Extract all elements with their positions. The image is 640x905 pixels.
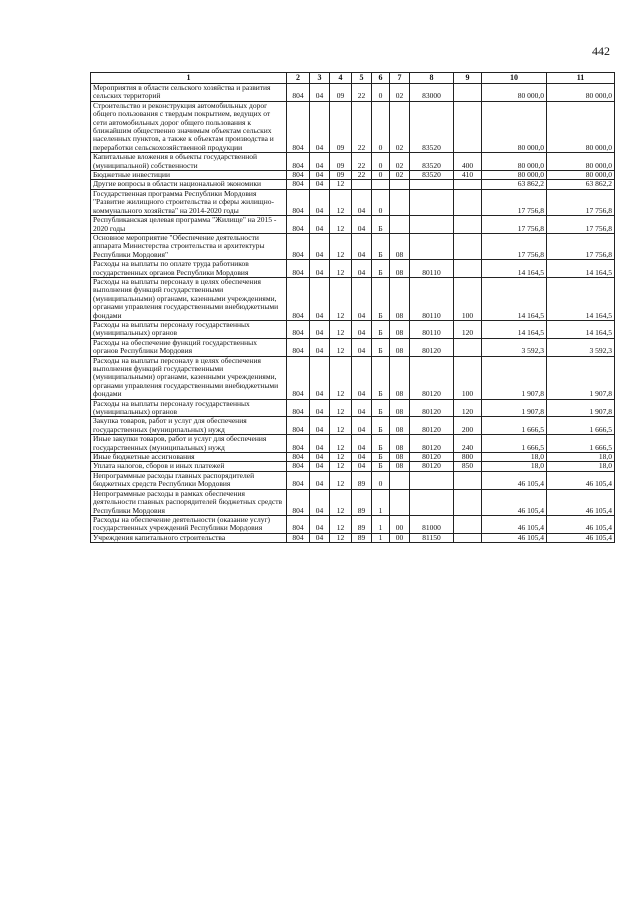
row-amount-total: 18,0	[547, 453, 615, 462]
row-code-activity	[390, 471, 410, 489]
row-code-subsection: 12	[330, 471, 352, 489]
row-code-subprogram: 1	[372, 515, 390, 533]
row-amount-total: 80 000,0	[547, 101, 615, 152]
row-code-subprogram: Б	[372, 216, 390, 234]
table-row	[91, 189, 615, 215]
row-amount: 17 756,8	[482, 216, 547, 234]
row-amount: 80 000,0	[482, 153, 547, 171]
row-amount-total: 17 756,8	[547, 189, 615, 215]
row-amount-total: 63 862,2	[547, 180, 615, 189]
row-code-subsection: 09	[330, 171, 352, 180]
row-code-expense-type: 100	[454, 277, 482, 320]
row-code-section: 04	[310, 462, 330, 471]
row-code-subsection: 12	[330, 233, 352, 259]
row-code-subprogram: 0	[372, 101, 390, 152]
row-code-direction: 80120	[410, 356, 454, 399]
row-code-admin: 804	[287, 189, 310, 215]
row-code-admin: 804	[287, 453, 310, 462]
table-row	[91, 260, 615, 278]
row-code-admin: 804	[287, 417, 310, 435]
row-code-direction: 80120	[410, 338, 454, 356]
header-cell: 2	[287, 73, 310, 84]
row-code-section: 04	[310, 84, 330, 102]
row-code-admin: 804	[287, 216, 310, 234]
row-code-section: 04	[310, 338, 330, 356]
row-code-activity	[390, 216, 410, 234]
row-code-activity	[390, 489, 410, 515]
row-code-subsection: 12	[330, 417, 352, 435]
row-code-admin: 804	[287, 233, 310, 259]
row-code-admin: 804	[287, 277, 310, 320]
header-cell: 1	[91, 73, 287, 84]
row-code-subsection: 12	[330, 277, 352, 320]
row-code-section: 04	[310, 260, 330, 278]
row-code-direction	[410, 471, 454, 489]
row-name: Закупка товаров, работ и услуг для обеспечения государственных (муниципальных) нужд	[91, 417, 287, 435]
row-amount: 1 666,5	[482, 417, 547, 435]
row-name: Уплата налогов, сборов и иных платежей	[91, 462, 287, 471]
row-code-expense-type	[454, 515, 482, 533]
row-code-admin: 804	[287, 489, 310, 515]
row-code-program: 04	[352, 216, 372, 234]
row-amount-total: 46 105,4	[547, 515, 615, 533]
row-code-section: 04	[310, 515, 330, 533]
row-code-activity: 08	[390, 260, 410, 278]
row-name: Расходы на выплаты персоналу государственных (муниципальных) органов	[91, 320, 287, 338]
row-amount: 80 000,0	[482, 84, 547, 102]
table-row	[91, 84, 615, 102]
row-code-subprogram: 0	[372, 153, 390, 171]
row-code-subsection: 12	[330, 216, 352, 234]
row-code-expense-type: 120	[454, 320, 482, 338]
row-code-program: 04	[352, 338, 372, 356]
row-amount-total: 80 000,0	[547, 84, 615, 102]
row-name: Капитальные вложения в объекты государственной (муниципальной) собственности	[91, 153, 287, 171]
row-amount: 3 592,3	[482, 338, 547, 356]
row-code-expense-type	[454, 233, 482, 259]
budget-table	[90, 72, 615, 543]
row-code-section: 04	[310, 233, 330, 259]
row-code-expense-type	[454, 338, 482, 356]
row-code-admin: 804	[287, 84, 310, 102]
row-code-expense-type	[454, 189, 482, 215]
row-code-subprogram: Б	[372, 356, 390, 399]
table-row	[91, 471, 615, 489]
row-code-subprogram: 0	[372, 84, 390, 102]
row-code-direction: 81150	[410, 533, 454, 542]
row-code-subsection: 12	[330, 489, 352, 515]
table-row	[91, 356, 615, 399]
row-code-section: 04	[310, 533, 330, 542]
row-code-subsection: 12	[330, 338, 352, 356]
row-amount-total: 46 105,4	[547, 489, 615, 515]
row-code-expense-type: 200	[454, 417, 482, 435]
row-code-direction: 80120	[410, 399, 454, 417]
row-code-expense-type	[454, 180, 482, 189]
row-amount-total: 14 164,5	[547, 260, 615, 278]
row-code-subsection: 12	[330, 180, 352, 189]
row-code-program: 22	[352, 84, 372, 102]
row-amount: 80 000,0	[482, 101, 547, 152]
row-code-program: 04	[352, 189, 372, 215]
row-code-program: 04	[352, 320, 372, 338]
row-amount: 14 164,5	[482, 320, 547, 338]
header-cell: 8	[410, 73, 454, 84]
row-code-expense-type	[454, 84, 482, 102]
row-code-section: 04	[310, 101, 330, 152]
row-name: Строительство и реконструкция автомобильных дорог общего пользования с твердым покрытием, ведущих от сети автомобильных дорог общего пользования к ближайшим общественно значимым объектам сельских населенных пунктов, а также к объектам производства и переработки сельскохозяйственной продукции	[91, 101, 287, 152]
row-amount-total: 46 105,4	[547, 471, 615, 489]
row-code-program: 04	[352, 417, 372, 435]
row-code-activity: 08	[390, 453, 410, 462]
row-name: Расходы на выплаты по оплате труда работников государственных органов Республики Мордовия	[91, 260, 287, 278]
row-amount: 46 105,4	[482, 489, 547, 515]
header-cell: 5	[352, 73, 372, 84]
row-code-program: 04	[352, 356, 372, 399]
row-amount: 46 105,4	[482, 471, 547, 489]
table-row	[91, 233, 615, 259]
row-code-activity: 08	[390, 356, 410, 399]
row-amount-total: 46 105,4	[547, 533, 615, 542]
row-code-activity: 00	[390, 533, 410, 542]
header-cell: 4	[330, 73, 352, 84]
row-code-activity: 02	[390, 84, 410, 102]
row-code-admin: 804	[287, 338, 310, 356]
row-amount: 18,0	[482, 462, 547, 471]
row-name: Другие вопросы в области национальной экономики	[91, 180, 287, 189]
row-code-section: 04	[310, 180, 330, 189]
row-code-program: 04	[352, 453, 372, 462]
row-code-subprogram: Б	[372, 399, 390, 417]
row-code-section: 04	[310, 399, 330, 417]
row-code-expense-type: 240	[454, 435, 482, 453]
row-amount-total: 17 756,8	[547, 233, 615, 259]
row-code-program: 22	[352, 153, 372, 171]
row-name: Учреждения капитального строительства	[91, 533, 287, 542]
row-code-subprogram: 1	[372, 489, 390, 515]
header-cell: 3	[310, 73, 330, 84]
row-code-expense-type	[454, 101, 482, 152]
row-amount-total: 1 666,5	[547, 435, 615, 453]
row-code-subprogram: 0	[372, 171, 390, 180]
row-code-subprogram: 0	[372, 471, 390, 489]
row-code-activity	[390, 189, 410, 215]
row-code-section: 04	[310, 216, 330, 234]
row-code-program: 89	[352, 533, 372, 542]
row-code-subsection: 12	[330, 533, 352, 542]
row-code-subsection: 12	[330, 462, 352, 471]
row-name: Иные бюджетные ассигнования	[91, 453, 287, 462]
row-code-direction: 80120	[410, 435, 454, 453]
row-amount: 17 756,8	[482, 189, 547, 215]
row-code-admin: 804	[287, 471, 310, 489]
row-code-direction: 83520	[410, 101, 454, 152]
row-amount-total: 1 666,5	[547, 417, 615, 435]
row-code-subsection: 09	[330, 101, 352, 152]
row-code-program: 89	[352, 471, 372, 489]
row-code-direction: 80110	[410, 277, 454, 320]
row-code-direction: 83520	[410, 171, 454, 180]
row-code-admin: 804	[287, 320, 310, 338]
row-code-section: 04	[310, 277, 330, 320]
row-code-expense-type	[454, 533, 482, 542]
row-code-admin: 804	[287, 515, 310, 533]
row-code-subprogram: 0	[372, 189, 390, 215]
row-code-program: 04	[352, 462, 372, 471]
row-code-section: 04	[310, 153, 330, 171]
table-row	[91, 533, 615, 542]
row-amount: 46 105,4	[482, 533, 547, 542]
table-row	[91, 216, 615, 234]
row-code-program: 89	[352, 515, 372, 533]
row-code-expense-type: 410	[454, 171, 482, 180]
row-amount: 1 907,8	[482, 399, 547, 417]
row-code-expense-type: 400	[454, 153, 482, 171]
table-row	[91, 320, 615, 338]
row-code-expense-type	[454, 216, 482, 234]
row-amount: 14 164,5	[482, 260, 547, 278]
row-amount-total: 17 756,8	[547, 216, 615, 234]
row-code-activity: 08	[390, 233, 410, 259]
table-row	[91, 435, 615, 453]
row-code-subsection: 12	[330, 435, 352, 453]
row-amount: 17 756,8	[482, 233, 547, 259]
row-code-section: 04	[310, 417, 330, 435]
row-code-subprogram: Б	[372, 320, 390, 338]
row-code-subprogram: Б	[372, 338, 390, 356]
row-amount: 80 000,0	[482, 171, 547, 180]
table-row	[91, 515, 615, 533]
row-name: Непрограммные расходы в рамках обеспечения деятельности главных распорядителей бюджетных средств Республики Мордовия	[91, 489, 287, 515]
row-code-section: 04	[310, 320, 330, 338]
row-name: Основное мероприятие "Обеспечение деятельности аппарата Министерства строительства и архитектуры Республики Мордовия"	[91, 233, 287, 259]
table-row	[91, 399, 615, 417]
row-name: Республиканская целевая программа "Жилище" на 2015 - 2020 годы	[91, 216, 287, 234]
row-code-direction	[410, 189, 454, 215]
row-code-expense-type	[454, 471, 482, 489]
row-code-section: 04	[310, 171, 330, 180]
row-name: Непрограммные расходы главных распорядителей бюджетных средств Республики Мордовия	[91, 471, 287, 489]
row-code-section: 04	[310, 471, 330, 489]
row-code-activity: 08	[390, 417, 410, 435]
row-code-subprogram: Б	[372, 435, 390, 453]
row-code-subsection: 12	[330, 189, 352, 215]
row-code-program: 04	[352, 399, 372, 417]
row-code-direction	[410, 489, 454, 515]
table-header-row	[91, 73, 615, 84]
row-code-expense-type: 120	[454, 399, 482, 417]
row-code-activity: 02	[390, 171, 410, 180]
row-amount: 1 907,8	[482, 356, 547, 399]
row-code-admin: 804	[287, 399, 310, 417]
row-code-subprogram: Б	[372, 260, 390, 278]
row-code-program: 04	[352, 277, 372, 320]
row-code-direction: 81000	[410, 515, 454, 533]
table-row	[91, 338, 615, 356]
table-body	[91, 84, 615, 543]
row-amount: 18,0	[482, 453, 547, 462]
row-code-program: 04	[352, 260, 372, 278]
row-code-direction: 83520	[410, 153, 454, 171]
row-code-activity: 08	[390, 399, 410, 417]
header-cell: 11	[547, 73, 615, 84]
header-cell: 9	[454, 73, 482, 84]
row-amount-total: 14 164,5	[547, 277, 615, 320]
table-row	[91, 277, 615, 320]
row-code-program: 89	[352, 489, 372, 515]
row-code-expense-type	[454, 489, 482, 515]
row-code-program: 04	[352, 233, 372, 259]
row-code-subprogram: Б	[372, 417, 390, 435]
row-code-direction: 80110	[410, 260, 454, 278]
row-code-expense-type: 100	[454, 356, 482, 399]
row-amount: 1 666,5	[482, 435, 547, 453]
row-amount-total: 80 000,0	[547, 171, 615, 180]
row-code-program: 22	[352, 101, 372, 152]
row-code-activity: 02	[390, 153, 410, 171]
table-row	[91, 180, 615, 189]
row-amount-total: 14 164,5	[547, 320, 615, 338]
row-code-subsection: 09	[330, 84, 352, 102]
row-code-subprogram: Б	[372, 233, 390, 259]
row-code-admin: 804	[287, 533, 310, 542]
row-code-admin: 804	[287, 462, 310, 471]
row-code-activity: 08	[390, 462, 410, 471]
row-amount-total: 80 000,0	[547, 153, 615, 171]
table-row	[91, 462, 615, 471]
row-code-admin: 804	[287, 260, 310, 278]
row-name: Государственная программа Республики Мордовия "Развитие жилищного строительства и сферы жилищно-коммунального хозяйства" на 2014-2020 годы	[91, 189, 287, 215]
row-name: Расходы на выплаты персоналу в целях обеспечения выполнения функций государственными (муниципальными) органами, казенными учреждениями, органами управления государственными внебюджетными фондами	[91, 277, 287, 320]
row-code-subsection: 12	[330, 399, 352, 417]
row-code-admin: 804	[287, 356, 310, 399]
row-code-expense-type	[454, 260, 482, 278]
table-row	[91, 489, 615, 515]
row-code-subprogram: Б	[372, 462, 390, 471]
row-code-activity: 08	[390, 277, 410, 320]
row-amount-total: 1 907,8	[547, 399, 615, 417]
row-name: Расходы на обеспечение деятельности (оказание услуг) государственных учреждений Республики Мордовия	[91, 515, 287, 533]
row-amount-total: 1 907,8	[547, 356, 615, 399]
row-code-activity: 08	[390, 338, 410, 356]
row-code-program	[352, 180, 372, 189]
row-code-subsection: 12	[330, 515, 352, 533]
row-code-program: 22	[352, 171, 372, 180]
row-code-direction: 80120	[410, 453, 454, 462]
row-code-section: 04	[310, 435, 330, 453]
row-code-admin: 804	[287, 435, 310, 453]
header-cell: 10	[482, 73, 547, 84]
row-code-direction	[410, 180, 454, 189]
row-amount-total: 18,0	[547, 462, 615, 471]
table-row	[91, 101, 615, 152]
row-code-activity: 08	[390, 435, 410, 453]
row-code-subprogram	[372, 180, 390, 189]
row-code-subsection: 12	[330, 320, 352, 338]
row-amount-total: 3 592,3	[547, 338, 615, 356]
row-code-program: 04	[352, 435, 372, 453]
row-code-section: 04	[310, 189, 330, 215]
row-code-activity: 08	[390, 320, 410, 338]
row-code-section: 04	[310, 453, 330, 462]
page-number: 442	[592, 44, 610, 58]
row-code-activity: 02	[390, 101, 410, 152]
row-code-subsection: 12	[330, 260, 352, 278]
row-code-activity: 00	[390, 515, 410, 533]
row-code-activity	[390, 180, 410, 189]
row-code-section: 04	[310, 489, 330, 515]
row-code-section: 04	[310, 356, 330, 399]
row-amount: 46 105,4	[482, 515, 547, 533]
row-code-subsection: 09	[330, 153, 352, 171]
row-amount: 63 862,2	[482, 180, 547, 189]
row-code-direction	[410, 233, 454, 259]
row-code-direction: 83000	[410, 84, 454, 102]
row-name: Расходы на обеспечение функций государственных органов Республики Мордовия	[91, 338, 287, 356]
row-code-admin: 804	[287, 180, 310, 189]
row-code-expense-type: 850	[454, 462, 482, 471]
row-code-admin: 804	[287, 153, 310, 171]
row-code-direction: 80120	[410, 417, 454, 435]
row-code-subprogram: 1	[372, 533, 390, 542]
header-cell: 6	[372, 73, 390, 84]
row-code-expense-type: 800	[454, 453, 482, 462]
row-amount: 14 164,5	[482, 277, 547, 320]
row-name: Расходы на выплаты персоналу государственных (муниципальных) органов	[91, 399, 287, 417]
row-name: Расходы на выплаты персоналу в целях обеспечения выполнения функций государственными (муниципальными) органами, казенными учреждениями, органами управления государственными внебюджетными фондами	[91, 356, 287, 399]
row-code-subprogram: Б	[372, 453, 390, 462]
row-code-subsection: 12	[330, 356, 352, 399]
row-code-direction: 80110	[410, 320, 454, 338]
row-code-admin: 804	[287, 171, 310, 180]
row-code-admin: 804	[287, 101, 310, 152]
header-cell: 7	[390, 73, 410, 84]
row-code-direction: 80120	[410, 462, 454, 471]
row-code-subsection: 12	[330, 453, 352, 462]
row-name: Иные закупки товаров, работ и услуг для обеспечения государственных (муниципальных) нужд	[91, 435, 287, 453]
table-row	[91, 417, 615, 435]
row-code-direction	[410, 216, 454, 234]
row-code-subprogram: Б	[372, 277, 390, 320]
row-name: Бюджетные инвестиции	[91, 171, 287, 180]
row-name: Мероприятия в области сельского хозяйства и развития сельских территорий	[91, 84, 287, 102]
table-row	[91, 153, 615, 171]
